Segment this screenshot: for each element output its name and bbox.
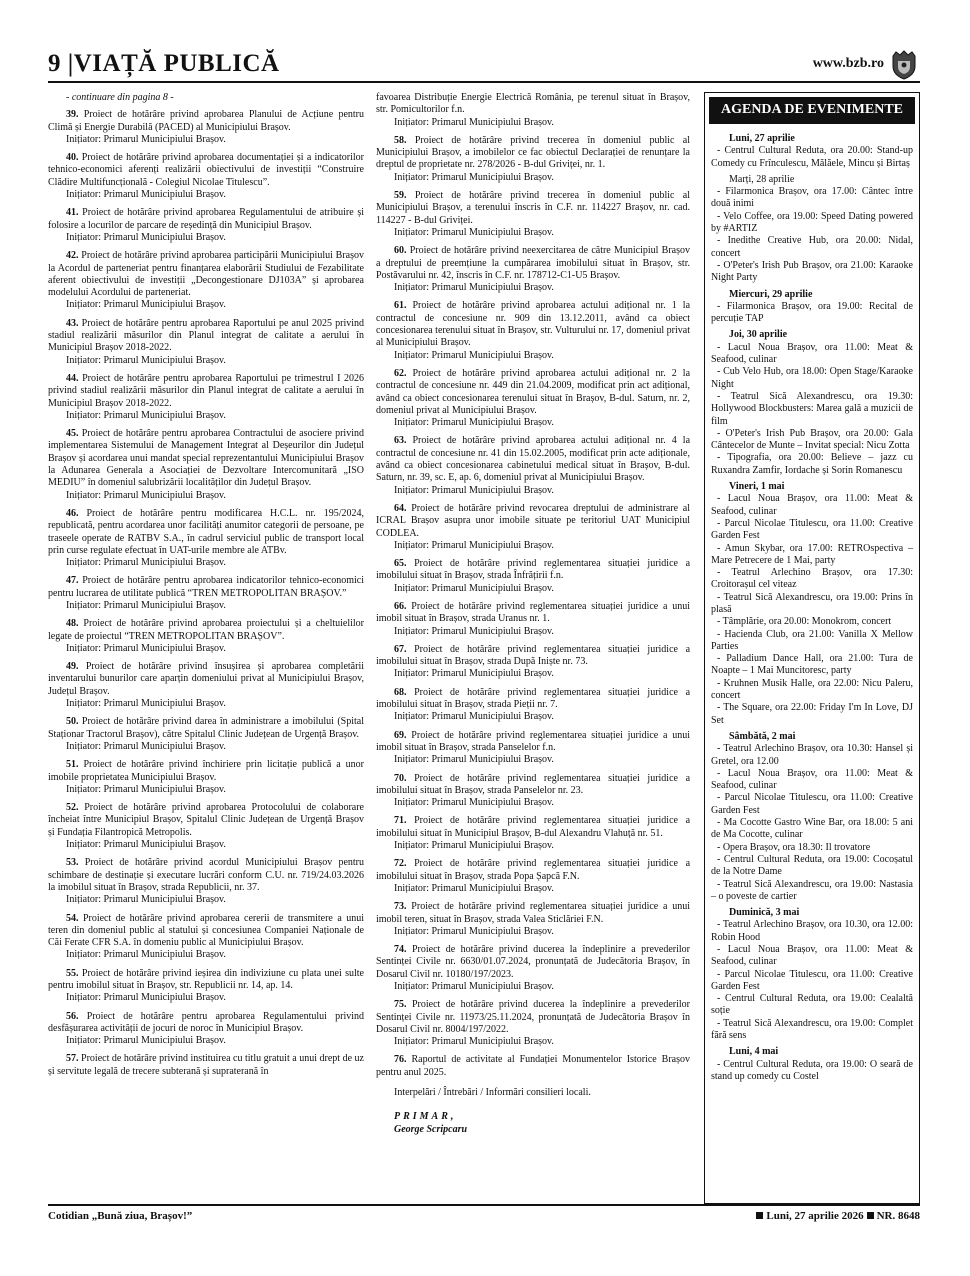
list-item [376,858,690,895]
agenda-day: Miercuri, 29 aprilie [729,288,813,300]
initiator: Inițiator: Primarul Municipiului Brașov. [66,489,226,501]
item-text: Raportul de activitate al Fundației Monumentelor Istorice Brașov pentru anul 2025. [376,1054,690,1078]
initiator: Inițiator: Primarul Municipiului Brașov. [66,894,226,906]
item-text: Proiect de hotărâre privind aprobarea cererii de transmitere a unui teren din domeniul public al statului și concesiunea Companiei Naționale de Căi Ferate CFR S.A. în domeniu public al Municipiului Brașov. [48,912,364,949]
agenda-event: - O'Peter's Irish Pub Brașov, ora 21.00: Karaoke Night Party [711,259,913,284]
item-number: 66. [394,600,407,612]
item-number: 52. [66,802,79,814]
agenda-event: - Centrul Cultural Reduta, ora 19.00: O seară de stand up comedy cu Costel [711,1058,913,1082]
item-text: Proiect de hotărâre privind trecerea în domeniul public al Municipiului Brașov, a imobilelor ce fac obiectul Declarației de renunțare la dreptul de proprietate nr. 278/2026 - B-dul Griviței, nr. 1. [376,134,691,171]
item-text: Proiect de hotărâre privind instituirea cu titlu gratuit a unui drept de uz și servitute legală de trecere subterană și supraterană în [48,1053,364,1077]
item-number: 39. [66,109,79,121]
initiator: Inițiator: Primarul Municipiului Brașov. [66,409,226,421]
item-number: 45. [66,428,79,440]
list-item [376,435,690,496]
item-text: Proiect de hotărâre privind reglementarea situației juridice a imobilului situat în Municipiul Brașov, B-dul Alexandru Vlahuță nr. 51. [376,815,691,839]
list-item [376,245,690,294]
list-item [376,135,690,184]
agenda-day: Vineri, 1 mai [729,481,785,493]
list-item [376,773,690,810]
item-text: Proiect de hotărâre privind aprobarea actului adițional nr. 4 la contractul de concesiune nr. 41 din 15.02.2005, modificat prin acte adiționale, având ca obiect concesionarea cabinetului medical situat în Brașov, B-dul. Saturn, nr. 39, sc. E, ap. 6, domeniul privat al Municipiului Brașov. [376,435,691,484]
list-item [376,815,690,852]
initiator: Inițiator: Primarul Municipiului Brașov. [394,981,554,992]
agenda-event: - Opera Brașov, ora 18.30: Il trovatore [717,841,871,853]
item-number: 54. [66,912,79,924]
item-text: Proiect de hotărâre privind aprobarea participării Municipiului Brașov la Acordul de parteneriat pentru finanțarea elaborării Studiului de Fezabilitate aferent obiectivului de investiții „Decongestionare DJ103A” și aprobarea modelului Acordului de parteneriat. [48,250,364,299]
footer-issue-info [753,1210,920,1222]
agenda-event: - Amun Skybar, ora 17.00: RETROspectiva – Mare Petrecere de 1 Mai, party [711,542,913,566]
item-text: Proiect de hotărâre privind reglementarea situației juridice a imobilului situat în Brașov, strada Popa Șapcă F.N. [376,858,691,882]
list-item [48,913,364,962]
list-item [48,508,364,569]
item-text: Proiect de hotărâre privind reglementarea situației juridice a unui imobil situat în Brașov, strada Uranus nr. 1. [376,600,691,625]
list-item [48,1053,364,1078]
list-item [376,601,690,638]
footer-rule [48,1204,920,1206]
item-number: 42. [66,250,79,262]
agenda-event: - Velo Coffee, ora 19.00: Speed Dating powered by #ARTIZ [711,210,913,235]
agenda-event: - Filarmonica Brașov, ora 19.00: Recital de percuție TAP [711,300,913,325]
list-item [48,1011,364,1048]
initiator: Inițiator: Primarul Municipiului Brașov. [66,354,226,366]
item-text: Proiect de hotărâre privind aprobarea actului adițional nr. 2 la contractul de concesiune nr. 449 din 21.04.2009, modificat prin act adițional, având ca obiect concesionarea terenului situat în Brașov, B-dul. Saturn, nr. 2, domeniul privat al Municipiului Brașov. [376,367,691,416]
list-item [48,109,364,146]
initiator: Inițiator: Primarul Municipiului Brașov. [66,133,226,145]
agenda-event: - Filarmonica Brașov, ora 17.00: Cântec între două inimi [711,186,913,210]
list-item [376,1054,690,1079]
agenda-event: - Tipografia, ora 20.00: Believe – jazz cu Ruxandra Zamfir, Iordache și Sorin Romanescu [711,452,913,476]
item-text: Proiect de hotărâre privind închiriere prin licitație publică a unor imobile proprietatea Municipiului Brașov. [48,759,364,783]
initiator: Inițiator: Primarul Municipiului Brașov. [394,1036,554,1048]
item-text: Proiect de hotărâre privind reglementarea situației juridice a imobilului situat în Brașov, strada Panselelor nr. 23. [376,772,691,796]
initiator: Inițiator: Primarul Municipiului Brașov. [66,557,226,569]
agenda-event: - Lacul Noua Brașov, ora 11.00: Meat & Seafood, culinar [711,944,913,968]
agenda-event: - Teatrul Sică Alexandrescu, ora 19.00: Nastasia – o poveste de cartier [711,878,913,902]
initiator: Inițiator: Primarul Municipiului Brașov. [394,582,554,594]
list-item [376,92,690,129]
item-number: 51. [66,759,79,771]
item-text: Proiect de hotărâre pentru aprobarea Raportului pe trimestrul I 2026 privind stadiul realizării măsurilor din Planul integrat de calitate a aerului în Municipiul Brașov 2018-2022. [48,372,364,409]
list-item [48,207,364,244]
item-number: 67. [394,643,407,655]
agenda-event: - Centrul Cultural Reduta, ora 20.00: Stand-up Comedy cu Frînculescu, Mălăele, Mincu și Birtaș [711,145,913,169]
initiator: Inițiator: Primarul Municipiului Brașov. [394,417,554,429]
item-text: Proiect de hotărâre privind aprobarea Planului de Acțiune pentru Climă și Energie Durabilă (PACED) al Municipiului Brașov. [48,109,364,133]
agenda-title: AGENDA DE EVENIMENTE [709,97,915,124]
initiator: Inițiator: Primarul Municipiului Brașov. [66,642,226,654]
agenda-event: - Palladium Dance Hall, ora 21.00: Tura de Noapte – 1 Mai Muncitoresc, party [711,653,913,677]
agenda-event: - Tâmplărie, ora 20.00: Monokrom, concert [717,616,892,628]
signature-role: PRIMAR, [394,1111,457,1123]
interpellations: Interpelări / Întrebări / Informări consilieri locali. [394,1087,591,1099]
list-item [48,318,364,367]
page-header [48,50,918,80]
agenda-event: - Teatrul Sică Alexandrescu, ora 19.30: Hollywood Blockbusters: Marea gală a muzicii de film [711,390,913,427]
item-number: 70. [394,772,407,784]
list-item [48,373,364,422]
item-number: 69. [394,729,407,741]
initiator: Inițiator: Primarul Municipiului Brașov. [394,668,554,680]
item-number: 72. [394,858,407,870]
initiator: Inițiator: Primarul Municipiului Brașov. [66,1035,226,1047]
list-item [376,503,690,552]
item-number: 68. [394,686,407,698]
item-number: 43. [66,317,79,329]
initiator: Inițiator: Primarul Municipiului Brașov. [394,882,554,894]
list-item [376,368,690,429]
initiator: Inițiator: Primarul Municipiului Brașov. [66,949,226,961]
initiator: Inițiator: Primarul Municipiului Brașov. [394,840,554,852]
agenda-event: - Teatrul Arlechino Brașov, ora 10.30: Hansel și Gretel, ora 12.00 [711,743,913,767]
item-number: 40. [66,152,79,164]
item-text: Proiect de hotărâre privind reglementarea situației juridice a unui imobil situat în Brașov, strada Panselelor f.n. [376,729,691,753]
item-text: Proiect de hotărâre privind aprobarea Regulamentului de atribuire și folosire a locurilor de parcare de reședință din Municipiul Brașov. [48,207,364,231]
page-title: 9 |VIAȚĂ PUBLICĂ [48,50,280,77]
agenda-event: - Teatrul Sică Alexandrescu, ora 19.00: Complet fără sens [711,1017,913,1042]
list-item [376,944,690,993]
initiator: Inițiator: Primarul Municipiului Brașov. [394,282,554,294]
site-url-link[interactable]: www.bzb.ro [812,56,884,71]
list-item [376,558,690,595]
initiator: Inițiator: Primarul Municipiului Brașov. [394,797,554,809]
agenda-event: - Inedithe Creative Hub, ora 20.00: Nidal, concert [711,235,913,259]
agenda-event: - Teatrul Sică Alexandrescu, ora 19.00: Prins în plasă [711,591,913,615]
initiator: Inițiator: Primarul Municipiului Brașov. [66,299,226,311]
item-text: Proiect de hotărâre privind trecerea în domeniul public al Municipiului Brașov, a terenului înscris în C.F. nr. 114227 Brașov, nr. cad. 114227 - B-dul Griviței. [376,190,691,226]
agenda-day: Luni, 27 aprilie [729,133,795,144]
list-item [48,759,364,796]
list-item [48,250,364,311]
list-item [48,857,364,906]
agenda-event: - Lacul Noua Brașov, ora 11.00: Meat & Seafood, culinar [711,341,913,366]
initiator: Inițiator: Primarul Municipiului Brașov. [394,171,554,183]
agenda-event: - Lacul Noua Brașov, ora 11.00: Meat & Seafood, culinar [711,493,913,517]
item-number: 57. [66,1053,79,1065]
square-bullet-icon [867,1212,874,1219]
agenda-event: - O'Peter's Irish Pub Brașov, ora 20.00: Gala Cântecelor de Munte – Invitat special: Nicu Zotta [711,427,913,452]
item-text: Proiect de hotărâre privind aprobarea proiectului și a cheltuielilor legate de proiectul “TREN METROPOLITAN BRAȘOV”. [48,618,365,642]
initiator: Inițiator: Primarul Municipiului Brașov. [66,992,226,1004]
list-item [48,716,364,753]
list-item [376,300,690,361]
initiator: Inițiator: Primarul Municipiului Brașov. [394,754,554,766]
list-item [48,152,364,201]
item-number: 59. [394,190,407,202]
agenda-event: - Centrul Cultural Reduta, ora 19.00: Cocoșatul de la Notre Dame [711,853,913,878]
agenda-body [705,124,919,1083]
agenda-event: - Cub Velo Hub, ora 18.00: Open Stage/Karaoke Night [711,366,913,390]
list-item [48,802,364,851]
agenda-event: - Ma Cocotte Gastro Wine Bar, ora 18.00: 5 ani de Ma Cocotte, culinar [711,817,913,841]
item-text: Proiect de hotărâre privind reglementarea situației juridice a imobilului situat în Brașov, strada Pieții nr. 7. [376,686,691,711]
item-number: 48. [66,618,79,630]
item-number: 41. [66,207,79,219]
initiator: Inițiator: Primarul Municipiului Brașov. [394,484,554,496]
initiator: Inițiator: Primarul Municipiului Brașov. [394,625,554,637]
coat-of-arms-icon [890,50,918,80]
item-number: 76. [394,1054,407,1066]
initiator: Inițiator: Primarul Municipiului Brașov. [394,116,554,128]
initiator: Inițiator: Primarul Municipiului Brașov. [66,839,226,851]
agenda-event: - Parcul Nicolae Titulescu, ora 11.00: Creative Garden Fest [711,968,913,992]
item-number: 50. [66,716,79,728]
agenda-event: - Lacul Noua Brașov, ora 11.00: Meat & Seafood, culinar [711,767,913,792]
initiator: Inițiator: Primarul Municipiului Brașov. [394,539,554,551]
agenda-day: Sâmbătă, 2 mai [729,730,796,742]
item-text: Proiect de hotărâre privind reglementarea situației juridice a unui imobil teren, situat în Brașov, strada Valea Sticlăriei F.N. [376,901,691,925]
item-text: Proiect de hotărâre pentru aprobarea Raportului pe anul 2025 privind stadiul realizării măsurilor din Planul integrat de calitate a aerului în Municipiul Brașov 2018-2022. [48,317,364,354]
initiator: Inițiator: Primarul Municipiului Brașov. [66,783,226,795]
agenda-event: - Centrul Cultural Reduta, ora 19.00: Cealaltă soție [711,993,913,1017]
list-item [376,999,690,1048]
initiator: Inițiator: Primarul Municipiului Brașov. [66,698,226,710]
list-item [376,644,690,681]
item-text: Proiect de hotărâre privind darea în administrare a imobilului (Spital Staționar Tractorul Brașov), către Spitalul Clinic Județean de Urgență Brașov. [48,716,364,740]
list-item [376,190,690,239]
item-text: Proiect de hotărâre privind reglementarea situației juridice a imobilului situat în Brașov, strada După Iniște nr. 73. [376,643,691,668]
agenda-event: - The Square, ora 22.00: Friday I'm In Love, DJ Set [711,702,913,726]
initiator: Inițiator: Primarul Municipiului Brașov. [66,189,226,201]
item-text: Proiect de hotărâre privind aprobarea Protocolului de colaborare încheiat între Municipiul Brașov, Spitalul Clinic Județean de Urgență Brașov și Fundația Filantropică Metropolis. [48,802,364,838]
item-text: Proiect de hotărâre privind reglementarea situației juridice a imobilului situat în Brașov, strada Înfrățirii f.n. [376,558,691,582]
list-item [48,428,364,502]
item-text: Proiect de hotărâre privind ducerea la îndeplinire a prevederilor Sentinței Civile nr. 6630/01.07.2024, pronunțată de Judecătoria Brașov, în Dosarul Civil nr. 10180/197/2023. [376,944,691,980]
agenda-event: - Hacienda Club, ora 21.00: Vanilla X Mellow Parties [711,628,913,652]
item-text: Proiect de hotărâre privind acordul Municipiului Brașov pentru schimbare de destinație și executare lucrări conform C.U. nr. 719/24.03.2026 la imobilul situat în Brașov, strada Republicii, nr. 37. [48,857,364,893]
item-number: 55. [66,967,79,979]
initiator: Inițiator: Primarul Municipiului Brașov. [394,711,554,723]
item-number: 62. [394,367,407,379]
square-bullet-icon [756,1212,763,1219]
item-number: 73. [394,901,407,913]
item-number: 75. [394,999,407,1011]
agenda-event: - Kruhnen Musik Halle, ora 22.00: Nicu Paleru, concert [711,677,913,702]
item-text: Proiect de hotărâre privind neexercitarea de către Municipiul Brașov a dreptului de preemțiune la cumpărarea imobilului situat în Brașov, str. Postăvarului nr. 42, înscris în C.F. nr. 178712-C1-U5 Brașov. [376,245,691,281]
agenda-event: - Parcul Nicolae Titulescu, ora 11.00: Creative Garden Fest [711,517,913,542]
agenda-event: - Parcul Nicolae Titulescu, ora 11.00: Creative Garden Fest [711,792,913,816]
item-number: 49. [66,661,79,673]
list-item [376,901,690,938]
list-item [48,661,364,710]
item-text: Proiect de hotărâre pentru aprobarea indicatorilor tehnico-economici pentru lucrarea de utilitate publică “TREN METROPOLITAN BRAȘOV.” [48,575,365,599]
header-rule [48,81,920,83]
continued-note: - continuare din pagina 8 - [66,92,174,103]
item-number: 60. [394,245,407,257]
item-text: Proiect de hotărâre privind însușirea și aprobarea completării inventarului bunurilor care aparțin domeniului privat al Municipiului Brașov, Județul Brașov. [48,661,365,697]
item-text: favoarea Distribuție Energie Electrică România, pe terenul situat în Brașov, str. Pomicultorilor f.n. [376,92,690,116]
item-number: 64. [394,502,407,514]
agenda-day: Joi, 30 aprilie [729,329,788,341]
item-number: 53. [66,857,79,869]
newspaper-name: Cotidian „Bună ziua, Brașov!” [48,1210,193,1222]
item-text: Proiect de hotărâre privind ieșirea din indiviziune cu plata unei sulte pentru imobilul situat în Brașov, str. Republicii nr. 14, ap. 14. [48,967,364,991]
events-agenda [704,92,920,1204]
item-number: 71. [394,815,407,827]
item-number: 65. [394,558,407,570]
list-item [48,575,364,612]
item-number: 44. [66,372,79,384]
agenda-event: - Teatrul Arlechino Brașov, ora 17.30: Croitorașul cel viteaz [711,567,913,591]
item-number: 47. [66,575,79,587]
issue-date: Luni, 27 aprilie 2026 [766,1210,864,1222]
item-text: Proiect de hotărâre privind aprobarea documentației și a indicatorilor tehnico-economici aferenți realizării obiectivului de investiții “Construire Clădire Multifuncțională - Colegiul Nicolae Titulescu”. [48,152,364,188]
signature [376,1111,690,1136]
signature-name: George Scripcaru [394,1123,468,1135]
initiator: Inițiator: Primarul Municipiului Brașov. [66,231,226,243]
list-item [48,618,364,655]
agenda-day: Luni, 4 mai [729,1046,779,1058]
item-text: Proiect de hotărâre privind revocarea dreptului de administrare al ICRAL Brașov asupra unor imobile situate pe teritoriul UAT Municipiul CODLEA. [376,502,691,539]
item-number: 56. [66,1010,79,1022]
item-number: 74. [394,944,407,956]
item-text: Proiect de hotărâre pentru modificarea H.C.L. nr. 195/2024, republicată, pentru acordarea unor facilități anumitor categorii de persoane, pe traseele operate de RATBV S.A., în cadrul serviciul public de transport local prin curse regulate efectuat în UAT-urile membre ale ATBv. [48,507,364,556]
item-text: Proiect de hotărâre privind ducerea la îndeplinire a prevederilor Sentinței Civile nr. 11973/25.11.2024, pronunțată de Judecătoria Brașov în Dosarul Civil nr. 8004/197/2022. [376,999,691,1035]
item-text: Proiect de hotărâre pentru aprobarea Contractului de asociere privind implementarea Sistemului de Management Integrat al Deșeurilor din Județul Brașov și acordarea unui mandat special reprezentantului Municipiului Brașov la Adunarea Generala a Asociației de Dezvoltare Intercomunitară „ISO MEDIU” în domeniul salubrizării localităților din Județul Brașov. [48,428,364,489]
item-number: 46. [66,507,79,519]
initiator: Inițiator: Primarul Municipiului Brașov. [394,226,554,238]
list-item [376,687,690,724]
agenda-event: - Teatrul Arlechino Brașov, ora 10.30, ora 12.00: Robin Hood [711,919,913,943]
list-item [48,968,364,1005]
item-number: 61. [394,300,407,312]
initiator: Inițiator: Primarul Municipiului Brașov. [66,740,226,752]
column-left [48,92,364,1084]
column-middle [376,92,690,1136]
initiator: Inițiator: Primarul Municipiului Brașov. [66,599,226,611]
issue-number: NR. 8648 [876,1210,920,1222]
initiator: Inițiator: Primarul Municipiului Brașov. [394,349,554,361]
item-number: 63. [394,435,407,447]
initiator: Inițiator: Primarul Municipiului Brașov. [394,925,554,937]
item-text: Proiect de hotărâre pentru aprobarea Regulamentului privind desfășurarea activității de jocuri de noroc în Municipiul Brașov. [48,1010,365,1034]
agenda-day: Duminică, 3 mai [729,907,800,919]
agenda-day: Marți, 28 aprilie [729,173,795,185]
item-number: 58. [394,134,407,146]
list-item [376,730,690,767]
item-text: Proiect de hotărâre privind aprobarea actului adițional nr. 1 la contractul de concesiune nr. 909 din 13.12.2011, având ca obiect concesionarea terenului situat în Brașov, str. Vulturului nr. 17, domeniul privat al Municipiului Brașov. [376,300,691,349]
